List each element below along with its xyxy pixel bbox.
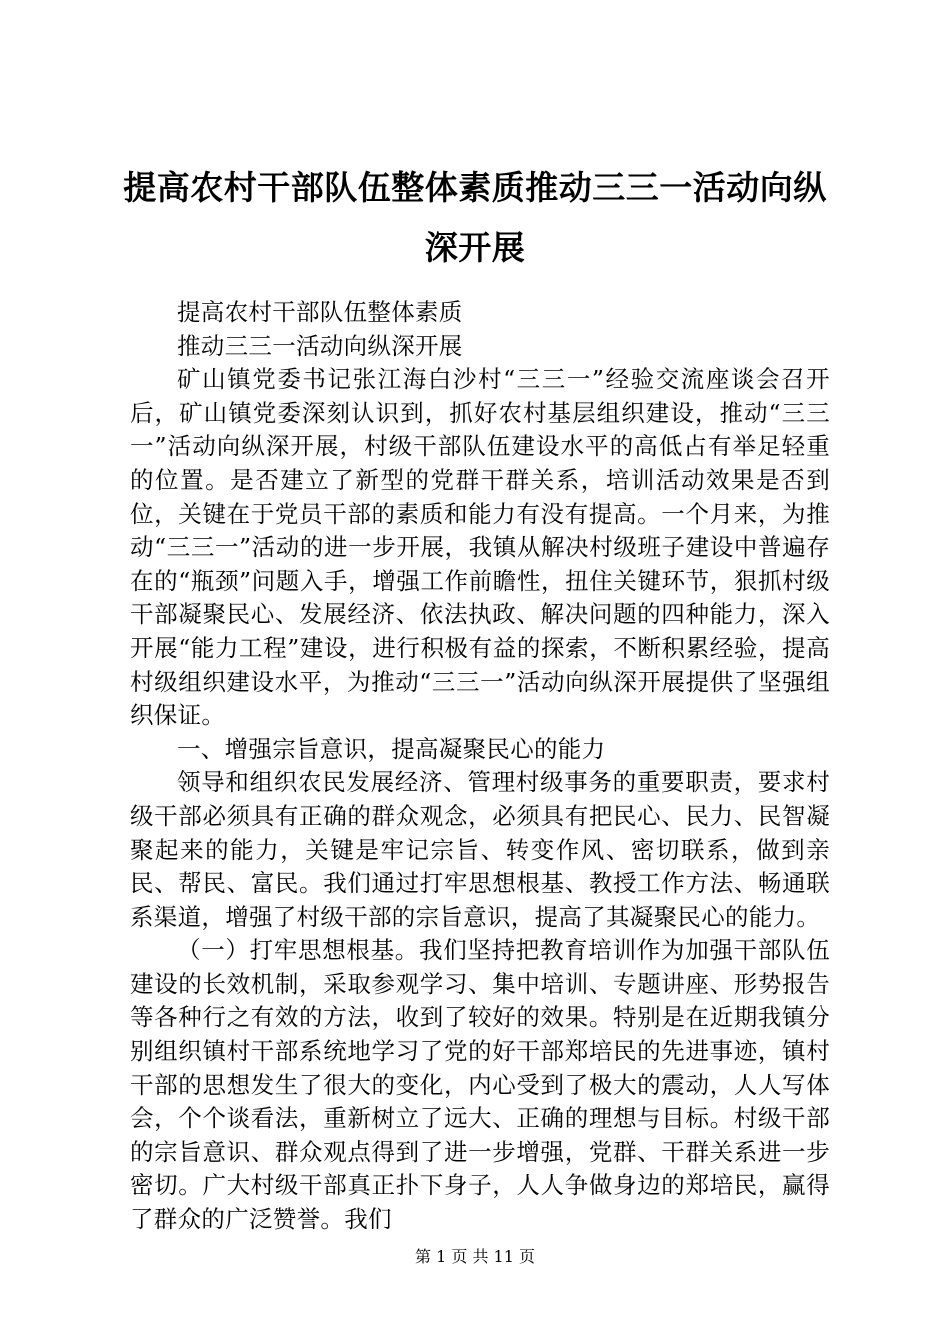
page-footer: 第 1 页 共 11 页 bbox=[415, 1247, 535, 1266]
document-title: 提高农村干部队伍整体素质推动三三一活动向纵深开展 bbox=[123, 168, 827, 267]
document-body bbox=[130, 296, 830, 1237]
subtitle-line-2: 推动三三一活动向纵深开展 bbox=[177, 331, 463, 360]
section-heading-1: 一、增强宗旨意识，提高凝聚民心的能力 bbox=[177, 734, 606, 763]
subsection-paragraph-1: （一）打牢思想根基。我们坚持把教育培训作为加强干部队伍建设的长效机制，采取参观学习、集中培训、专题讲座、形势报告等各种行之有效的方法，收到了较好的效果。特别是在近期我镇分别组织镇村干部系统地学习了党的好干部郑培民的先进事迹，镇村干部的思想发生了很大的变化，内心受到了极大的震动，人人写体会，个个谈看法，重新树立了远大、正确的理想与目标。村级干部的宗旨意识、群众观点得到了进一步增强，党群、干群关系进一步密切。广大村级干部真正扑下身子，人人争做身边的郑培民，赢得了群众的广泛赞誉。我们 bbox=[130, 936, 830, 1234]
intro-paragraph: 矿山镇党委书记张江海白沙村“三三一”经验交流座谈会召开后，矿山镇党委深刻认识到，抓好农村基层组织建设，推动“三三一”活动向纵深开展，村级干部队伍建设水平的高低占有举足轻重的位置。是否建立了新型的党群干群关系，培训活动效果是否到位，关键在于党员干部的素质和能力有没有提高。一个月来，为推动“三三一”活动的进一步开展，我镇从解决村级班子建设中普遍存在的“瓶颈”问题入手，增强工作前瞻性，扭住关键环节，狠抓村级干部凝聚民心、发展经济、依法执政、解决问题的四种能力，深入开展“能力工程”建设，进行积极有益的探索，不断积累经验，提高村级组织建设水平，为推动“三三一”活动向纵深开展提供了坚强组织保证。 bbox=[130, 365, 830, 730]
subtitle-line-1: 提高农村干部队伍整体素质 bbox=[177, 298, 463, 326]
section-paragraph-1: 领导和组织农民发展经济、管理村级事务的重要职责，要求村级干部必须具有正确的群众观念，必须具有把民心、民力、民智凝聚起来的能力，关键是牢记宗旨、转变作风、密切联系，做到亲民、帮民、富民。我们通过打牢思想根基、教授工作方法、畅通联系渠道，增强了村级干部的宗旨意识，提高了其凝聚民心的能力。 bbox=[130, 768, 830, 931]
